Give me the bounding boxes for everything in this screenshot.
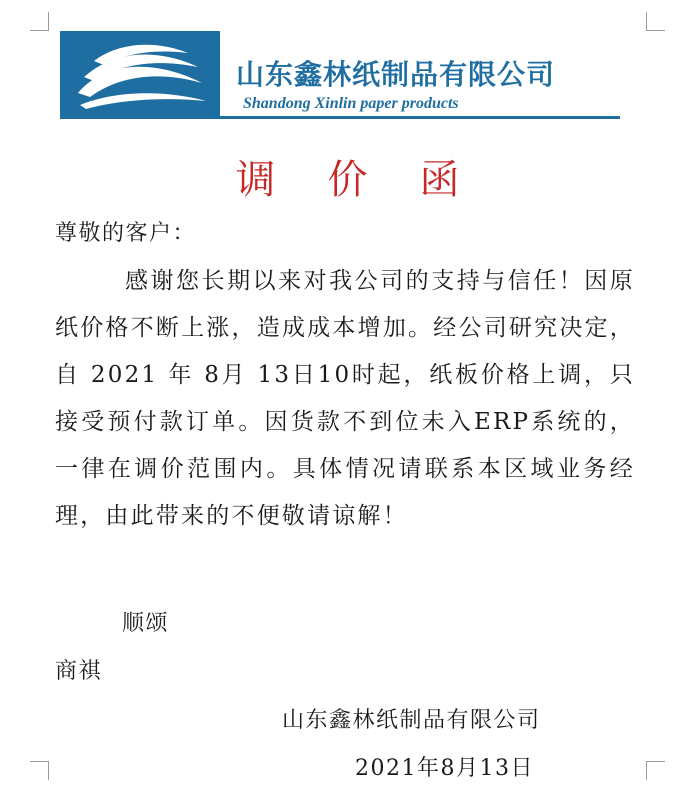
regards-phrase: 商祺 <box>55 659 103 684</box>
company-name-cn: 山东鑫林纸制品有限公司 <box>236 58 556 91</box>
page-corner-mark <box>30 761 49 780</box>
signature-company: 山东鑫林纸制品有限公司 <box>282 708 541 733</box>
company-name-en: Shandong Xinlin paper products <box>243 95 459 112</box>
page-corner-mark <box>646 12 665 31</box>
salutation: 尊敬的客户： <box>55 221 197 246</box>
document-title: 调价函 <box>235 157 512 203</box>
page-corner-mark <box>646 761 665 780</box>
letter-body: 感谢您长期以来对我公司的支持与信任！因原纸价格不断上涨，造成成本增加。经公司研究决定，自 2021 年 8月 13日10时起，纸板价格上调，只接受预付款订单。因货款不到位未入ERP系统的，一律在调价范围内。具体情况请联系本区域业务经理，由此带来的不便敬请谅解！ <box>55 268 635 529</box>
header-divider <box>220 116 620 119</box>
page-corner-mark <box>30 12 49 31</box>
wave-logo-icon <box>60 31 220 119</box>
letterhead <box>60 31 620 119</box>
closing-phrase: 顺颂 <box>122 611 170 636</box>
signature-date: 2021年8月13日 <box>355 756 534 781</box>
